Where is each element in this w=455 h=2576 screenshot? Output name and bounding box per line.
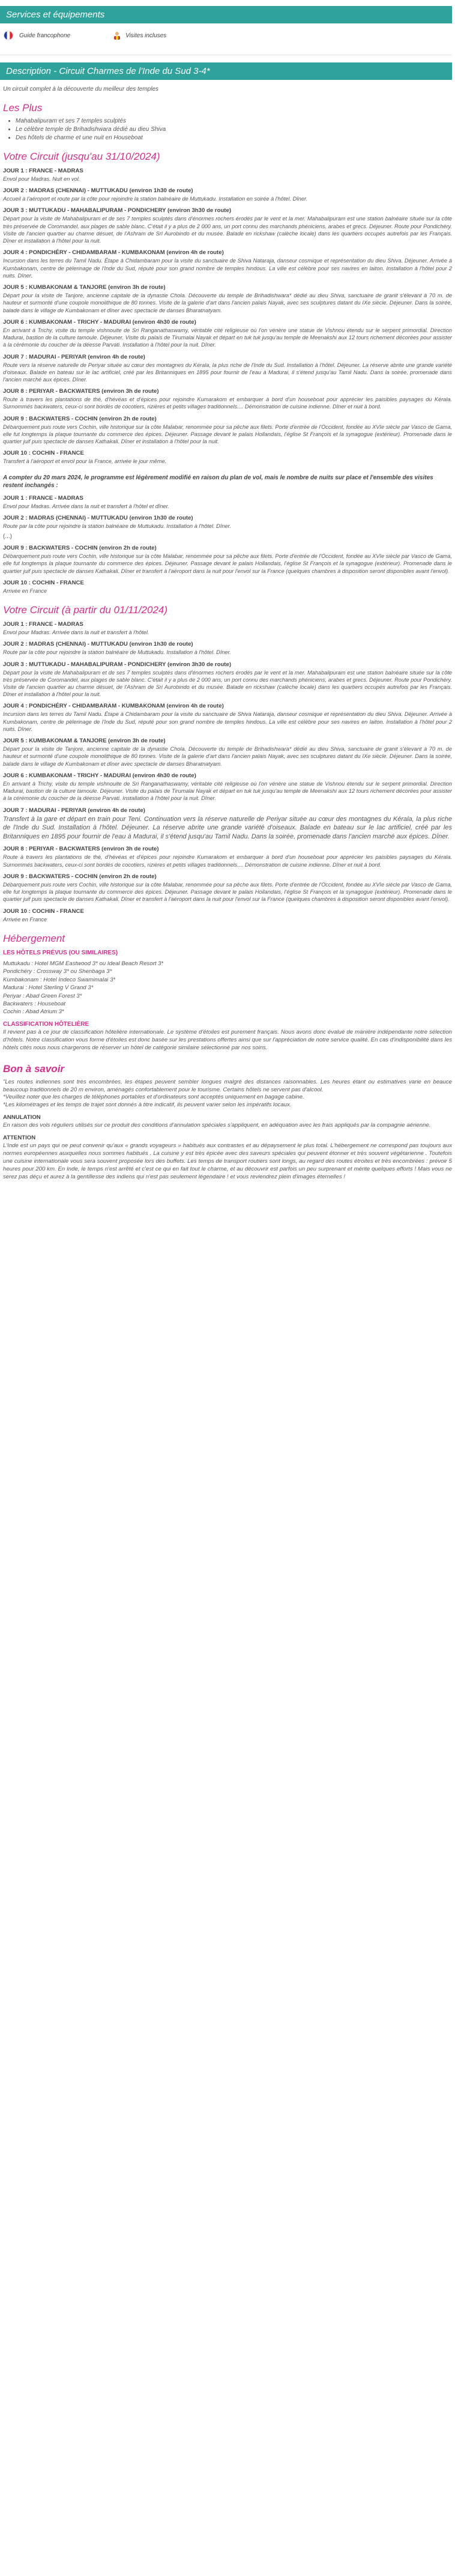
bon-savoir-title: Bon à savoir — [3, 1062, 65, 1074]
hotel-list — [3, 960, 452, 1016]
service-visits — [112, 31, 166, 40]
list-item: • Le célèbre temple de Brihadishwara dédié au dieu Shiva — [16, 126, 455, 133]
bon-savoir-section-title: ATTENTION — [3, 1135, 36, 1142]
day-block — [3, 416, 452, 446]
day-title: JOUR 3 : MUTTUKADU - MAHABALIPURAM - PONDICHERY (environ 3h30 de route) — [3, 207, 232, 214]
day-title: JOUR 8 : PERIYAR - BACKWATERS (environ 3h de route) — [3, 846, 159, 853]
plus-title: Les Plus — [3, 102, 43, 114]
day-block — [3, 207, 452, 244]
day-title: JOUR 2 : MADRAS (CHENNAI) - MUTTUKADU (environ 1h30 de route) — [3, 641, 193, 648]
day-text: Arrivée en France — [3, 916, 47, 923]
day-text: Départ pour la visite de Mahabalipuram et de ses 7 temples sculptés dans d'énormes rochers érodés par le vent et la mer. Mahabalipuram est une station balnéaire située sur la côte très préservée de Coromandel, aux plages de sable blanc. C'était il y a plus de 2 000 ans, un port connu des marchands phéniciens, arabes et grecs. Déjeuner. Route pour Pondichéry. Visite de l'ancien quartier au charme désuet, de l'Ashram de Sri Aurobindo et du musée. Balade en rickshaw (calèche locale) dans les quartiers occupés autrefois par les Français. Dîner et installation à l'hôtel pour la nuit. — [3, 669, 452, 698]
bon-savoir-section-text: En raison des vols réguliers utilisés sur ce produit des conditions d'annulation spéciales s'appliquent, en adéquation avec les frais appliqués par la compagnie aérienne. — [3, 1122, 431, 1129]
bon-savoir-intro — [0, 1079, 455, 1110]
list-item: • Mahabalipuram et ses 7 temples sculptés — [16, 118, 455, 124]
changed-days-after — [0, 545, 455, 595]
day-block — [3, 354, 452, 384]
day-block — [3, 703, 452, 733]
day-text: Arrivée en France — [3, 587, 47, 594]
day-block — [3, 580, 452, 595]
day-title: JOUR 6 : KUMBAKONAM - TRICHY - MADURAI (environ 4h30 de route) — [3, 772, 196, 779]
day-title: JOUR 9 : BACKWATERS - COCHIN (environ 2h de route) — [3, 545, 157, 552]
day-title: JOUR 4 : PONDICHÉRY - CHIDAMBARAM - KUMBAKONAM (environ 4h de route) — [3, 249, 224, 256]
hotel-item: Backwaters : Houseboat — [3, 1000, 65, 1007]
day-text: Route à travers les plantations de thé, d'hévéas et d'épices pour rejoindre Kumarakom et embarquer à bord d'un houseboat pour apprécier les paisibles paysages du Kérala. Surnommés backwaters, ceux-ci sont bordés de cocotiers, rizières et petits villages traditionnels.... Démonstration de cuisine indienne. Dîner et nuit à bord. — [3, 854, 452, 868]
day-text: Transfert à l'aéroport et envol pour la France, arrivée le jour même. — [3, 458, 167, 465]
page — [0, 0, 455, 1189]
day-text: Débarquement puis route vers Cochin, ville historique sur la côte Malabar, renommée pour sa pêche aux filets. Porte d'entrée de l'Occident, fondée au XVIe siècle par Vasco de Gama, elle fut longtemps la plaque tournante du commerce des épices. Déjeuner. Passage devant le palais Hollandais, l'église St François et la synagogue (extérieur). Promenade dans le quartier juif puis spectacle de danses Kathakali. Dîner et transfert à l'aéroport dans la nuit pour l'envol sur la France (quelques chambres à disposition seront disponibles avant l'envol). — [3, 881, 452, 903]
bon-savoir-line: "Les routes indiennes sont très encombrées, les étapes peuvent sembler longues malgré des distances raisonnables. Les heures étant ou estimatives varie en beauce beaucoup traditionnels de 20 m environ, aménagés confortablement pour le tourisme. Certains hôtels ne servent pas d'alcool. — [3, 1078, 452, 1093]
services-row — [0, 23, 455, 46]
day-block — [3, 319, 452, 349]
day-text: Débarquement puis route vers Cochin, ville historique sur la côte Malabar, renommée pour sa pêche aux filets. Porte d'entrée de l'Occident, fondée au XVIe siècle par Vasco de Gama, elle fut longtemps la plaque tournante du commerce des épices. Déjeuner. Passage devant le palais Hollandais, l'église St François et la synagogue (extérieur). Promenade dans le quartier juif puis spectacle de danses Kathakali. Dîner et installation à l'hôtel pour la nuit. — [3, 423, 452, 445]
day-text: Envol pour Madras. Nuit en vol. — [3, 176, 80, 182]
day-block — [3, 249, 452, 279]
day-title: JOUR 2 : MADRAS (CHENNAI) - MUTTUKADU (environ 1h30 de route) — [3, 514, 193, 521]
bon-savoir-sections — [0, 1114, 455, 1181]
day-block — [3, 661, 452, 699]
day-block — [3, 873, 452, 903]
day-text: Incursion dans les terres du Tamil Nadu. Étape à Chidambaram pour la visite du sanctuaire de Shiva Nataraja, danseur cosmique et représentation du dieu Shiva. Déjeuner. Arrivée à Kumbakonam, centre de pèlerinage de l'Inde du Sud, réputé pour son grand nombre de temples hindous. La ville est célèbre pour ses navires en laiton. Installation à l'hôtel pour 2 nuits. Dîner. — [3, 711, 452, 732]
classification-text: Il revient pas à ce jour de classification hôtelière internationale. Le système d'étoiles est purement français. Nous avons donc évalué de manière indépendante notre sélection d'hôtels. Notre classification vous forme d'étoiles est donc basée sur les prestations offertes ainsi que sur l'appréciation de notre service qualité. En cas d'indisponibilité dans les hôtels cités nous nous chargerons de réserver un hôtel de catégorie similaire sélectionné par nos soins. — [3, 1028, 452, 1051]
day-text: Départ pour la visite de Tanjore, ancienne capitale de la dynastie Chola. Découverte du temple de Brihadishwara* dédié au dieu Shiva, sanctuaire de granit s'élevant à 70 m. de hauteur et surmonté d'une coupole monolithique de 80 tonnes. Visite de la galerie d'art dans l'ancien palais Nayak, avec ses sculptures datant du IXe siècle. Déjeuner. Dans la soirée, balade dans le village de Kumbakonam et dîner avec spectacle de danses Bharatnatyam. — [3, 746, 452, 767]
classification-title: CLASSIFICATION HÔTELIÈRE — [3, 1020, 89, 1028]
day-text: Envol pour Madras. Arrivée dans la nuit et transfert à l'hôtel et dîner. — [3, 503, 169, 509]
day-block — [3, 908, 452, 923]
services-title: Services et équipements — [6, 10, 105, 20]
day-title: JOUR 7 : MADURAI - PERIYAR (environ 4h de route) — [3, 353, 145, 360]
description-banner — [0, 62, 452, 80]
day-block — [3, 545, 452, 575]
day-text: Envol pour Madras. Arrivée dans la nuit et transfert à l'hôtel. — [3, 629, 149, 636]
service-guide-label: Guide francophone — [19, 32, 71, 39]
day-block — [3, 450, 452, 465]
day-title: JOUR 5 : KUMBAKONAM & TANJORE (environ 3h de route) — [3, 738, 166, 745]
day-title: JOUR 1 : FRANCE - MADRAS — [3, 494, 83, 502]
bon-savoir-section-title: ANNULATION — [3, 1114, 41, 1121]
day-title: JOUR 10 : COCHIN - FRANCE — [3, 579, 84, 586]
hotels-title: LES HÔTELS PRÉVUS (OU SIMILAIRES) — [3, 949, 118, 956]
day-text: En arrivant à Trichy, visite du temple vishnouite de Sri Ranganathaswamy, véritable cité religieuse où l'on vénère une statue de Vishnou étendu sur le serpent primordial. Direction Madurai, bastion de la culture tamoule. Déjeuner. Visite du palais de Tirumalai Nayak et départ en tuk tuk jusqu'au temple de Meenakshi aux 12 tours richement décorées pour assister à la cérémonie du coucher de la déesse Parvati. Installation à l'hôtel pour la nuit. Dîner. — [3, 780, 452, 802]
day-text: Débarquement puis route vers Cochin, ville historique sur la côte Malabar, renommée pour sa pêche aux filets. Porte d'entrée de l'Occident, fondée au XVIe siècle par Vasco de Gama, elle fut longtemps la plaque tournante du commerce des épices. Déjeuner. Passage devant le palais Hollandais, l'église St François et la synagogue (extérieur). Promenade dans le quartier juif puis spectacle de danses Kathakali. Dîner et transfert à l'aéroport dans la nuit pour l'envol sur la France (quelques chambres à disposition seront disponibles avant l'envol). — [3, 553, 452, 574]
day-text: Route par la côte pour rejoindre la station balnéaire de Muttukadu. Installation à l'hôtel. Dîner. — [3, 523, 231, 529]
description-intro: Un circuit complet à la découverte du meilleur des temples — [3, 86, 159, 92]
day-text: En arrivant à Trichy, visite du temple vishnouite de Sri Ranganathaswamy, véritable cité religieuse où l'on vénère une statue de Vishnou étendu sur le serpent primordial. Direction Madurai, bastion de la culture tamoule. Déjeuner. Visite du palais de Tirumalai Nayak et départ en tuk tuk jusqu'au temple de Meenakshi aux 12 tours richement décorées pour assister à la cérémonie du coucher de la déesse Parvati. Installation à l'hôtel pour la nuit. Dîner. — [3, 327, 452, 348]
change-note: A compter du 20 mars 2024, le programme est légèrement modifié en raison du plan de vol, mais le nombre de nuits sur place et l'ensemble des visites restent inchangés : — [3, 474, 433, 489]
circuit1-days — [0, 168, 455, 465]
hotel-item: Pondichéry : Crossway 3* ou Shenbaga 3* — [3, 968, 112, 975]
day-block — [3, 807, 452, 841]
ellipsis: (...) — [3, 533, 12, 541]
hotel-item: Cochin : Abad Atrium 3* — [3, 1008, 64, 1016]
day-block — [3, 388, 452, 410]
day-text: Incursion dans les terres du Tamil Nadu. Étape à Chidambaram pour la visite du sanctuaire de Shiva Nataraja, danseur cosmique et représentation du dieu Shiva. Déjeuner. Arrivée à Kumbakonam, centre de pèlerinage de l'Inde du Sud, réputé pour son grand nombre de temples hindous. La ville est célèbre pour ses navires en laiton. Installation à l'hôtel pour 2 nuits. Dîner. — [3, 258, 452, 279]
day-text: Départ pour la visite de Tanjore, ancienne capitale de la dynastie Chola. Découverte du temple de Brihadishwara* dédié au dieu Shiva, sanctuaire de granit s'élevant à 70 m. de hauteur et surmonté d'une coupole monolithique de 80 tonnes. Visite de la galerie d'art dans l'ancien palais Nayak, avec ses sculptures datant du IXe siècle. Déjeuner. Dans la soirée, balade dans le village de Kumbakonam et dîner avec spectacle de danses Bharatnatyam. — [3, 292, 452, 314]
day-text: Route à travers les plantations de thé, d'hévéas et d'épices pour rejoindre Kumarakom et embarquer à bord d'un houseboat pour apprécier les paisibles paysages du Kérala. Surnommés backwaters, ceux-ci sont bordés de cocotiers, rizières et petits villages traditionnels.... Démonstration de cuisine indienne. Dîner et nuit à bord. — [3, 396, 452, 410]
day-title: JOUR 1 : FRANCE - MADRAS — [3, 621, 83, 628]
day-title: JOUR 7 : MADURAI - PERIYAR (environ 4h de route) — [3, 807, 145, 814]
day-block — [3, 284, 452, 314]
service-visits-label: Visites incluses — [125, 32, 167, 39]
day-title: JOUR 10 : COCHIN - FRANCE — [3, 908, 84, 915]
hotel-item: Kumbakonam : Hotel Indeco Swamimalai 3* — [3, 976, 116, 983]
changed-days-before — [0, 495, 455, 530]
day-title: JOUR 9 : BACKWATERS - COCHIN (environ 2h de route) — [3, 873, 157, 880]
france-flag-icon — [4, 31, 13, 40]
day-block — [3, 187, 452, 202]
day-block — [3, 168, 452, 183]
bon-savoir-line: *Les kilométrages et les temps de trajet sont donnés à titre indicatif, ils peuvent varier selon les impératifs locaux. — [3, 1102, 292, 1109]
day-title: JOUR 10 : COCHIN - FRANCE — [3, 450, 84, 457]
day-title: JOUR 9 : BACKWATERS - COCHIN (environ 2h de route) — [3, 415, 157, 422]
plus-list — [16, 118, 455, 141]
day-block — [3, 738, 452, 768]
hotel-item: Madurai : Hotel Sterling V Grand 3* — [3, 984, 94, 992]
hotel-item: Muttukadu : Hotel MGM Eastwood 3* ou Ideal Beach Resort 3* — [3, 960, 164, 967]
day-block — [3, 621, 452, 636]
day-text: Route par la côte pour rejoindre la station balnéaire de Muttukadu. Installation à l'hôtel. Dîner. — [3, 649, 231, 656]
day-text: Transfert à la gare et départ en train pour Teni. Continuation vers la réserve naturelle de Periyar située au cœur des montagnes du Kérala, la plus riche de l'Inde du Sud. Installation à l'hôtel. Déjeuner. La réserve abrite une grande variété d'oiseaux. Balade en bateau sur le lac artificiel, créé par les Britanniques en 1895 pour fournir de l'eau à Madurai, il s'étend jusqu'au Tamil Nadu. Dans la soirée, promenade dans l'ancien marché aux épices. Dîner. — [3, 815, 452, 840]
day-text: Départ pour la visite de Mahabalipuram et de ses 7 temples sculptés dans d'énormes rochers érodés par le vent et la mer. Mahabalipuram est une station balnéaire située sur la côte très préservée de Coromandel, aux plages de sable blanc. C'était il y a plus de 2 000 ans, un port connu des marchands phéniciens, arabes et grecs. Déjeuner. Route pour Pondichéry. Visite de l'ancien quartier au charme désuet, de l'Ashram de Sri Aurobindo et du musée. Balade en rickshaw (calèche locale) dans les quartiers occupés autrefois par les Français. Dîner et installation à l'hôtel pour la nuit. — [3, 216, 452, 244]
ticket-person-icon — [112, 31, 122, 40]
day-text: Accueil à l'aéroport et route par la côte pour rejoindre la station balnéaire de Muttukadu. Installation en soirée à l'hôtel. Dîner. — [3, 196, 308, 202]
day-title: JOUR 8 : PERIYAR - BACKWATERS (environ 3h de route) — [3, 388, 159, 395]
list-item: • Des hôtels de charme et une nuit en Houseboat — [16, 135, 455, 141]
day-block — [3, 772, 452, 802]
circuit2-title: Votre Circuit (à partir du 01/11/2024) — [3, 604, 168, 616]
day-title: JOUR 6 : KUMBAKONAM - TRICHY - MADURAI (environ 4h30 de route) — [3, 318, 196, 326]
day-title: JOUR 3 : MUTTUKADU - MAHABALIPURAM - PONDICHERY (environ 3h30 de route) — [3, 661, 232, 668]
day-title: JOUR 4 : PONDICHÉRY - CHIDAMBARAM - KUMBAKONAM (environ 4h de route) — [3, 703, 224, 710]
day-title: JOUR 5 : KUMBAKONAM & TANJORE (environ 3h de route) — [3, 284, 166, 291]
day-block — [3, 641, 452, 656]
description-title: Description - Circuit Charmes de l'Inde du Sud 3-4* — [6, 66, 210, 76]
day-block — [3, 515, 452, 530]
bon-savoir-section-text: L'Inde est un pays qui ne peut convenir qu'aux « grands voyageurs » habitués aux contrastes et au dépaysement le plus total. L'hébergement ne correspond pas toujours aux normes européennes auxquelles nous sommes habitués . La cuisine y est très épicée avec des saveurs spéciales qui peuvent étonner et très souvent végétarienne . Toutefois une cuisine internationale vous sera souvent proposée lors des buffets. Les temps de transport routiers sont longs, au regard des routes étroites et très encombrées : prévoir 5 heures pour 200 km. En Inde, le temps n'est arrêté et c'est ce qui en fait tout le charme, et au découvrir est parfois un peu surprenant et mérite quelques efforts ! Mais vous ne serez pas déçu et aurez à la gentillesse des indiens qui n'est pas seulement légendaire ! et vous reviendrez plein d'images éternelles ! — [3, 1142, 452, 1181]
services-banner — [0, 6, 452, 23]
day-title: JOUR 1 : FRANCE - MADRAS — [3, 168, 83, 174]
hebergement-title: Hébergement — [3, 932, 65, 944]
day-block — [3, 495, 452, 510]
circuit1-title: Votre Circuit (jusqu'au 31/10/2024) — [3, 151, 160, 162]
day-text: Route vers la réserve naturelle de Periyar située au cœur des montagnes du Kérala, la plus riche de l'Inde du Sud. Installation à l'hôtel. Déjeuner. La réserve abrite une grande variété d'oiseaux. Balade en bateau sur le lac artificiel, créé par les Britanniques en 1895 pour fournir de l'eau à Madurai, il s'étend jusqu'au Tamil Nadu. Dans la soirée, promenade dans l'ancien marché aux épices. Dîner. — [3, 362, 452, 383]
hotel-item: Periyar : Abad Green Forest 3* — [3, 992, 82, 999]
circuit2-days — [0, 621, 455, 923]
bon-savoir-line: *Veuillez noter que les charges de téléphones portables et d'ordinateurs sont acceptés uniquement en bagage cabine. — [3, 1094, 304, 1101]
service-guide — [4, 31, 70, 40]
day-title: JOUR 2 : MADRAS (CHENNAI) - MUTTUKADU (environ 1h30 de route) — [3, 187, 193, 195]
day-block — [3, 846, 452, 868]
